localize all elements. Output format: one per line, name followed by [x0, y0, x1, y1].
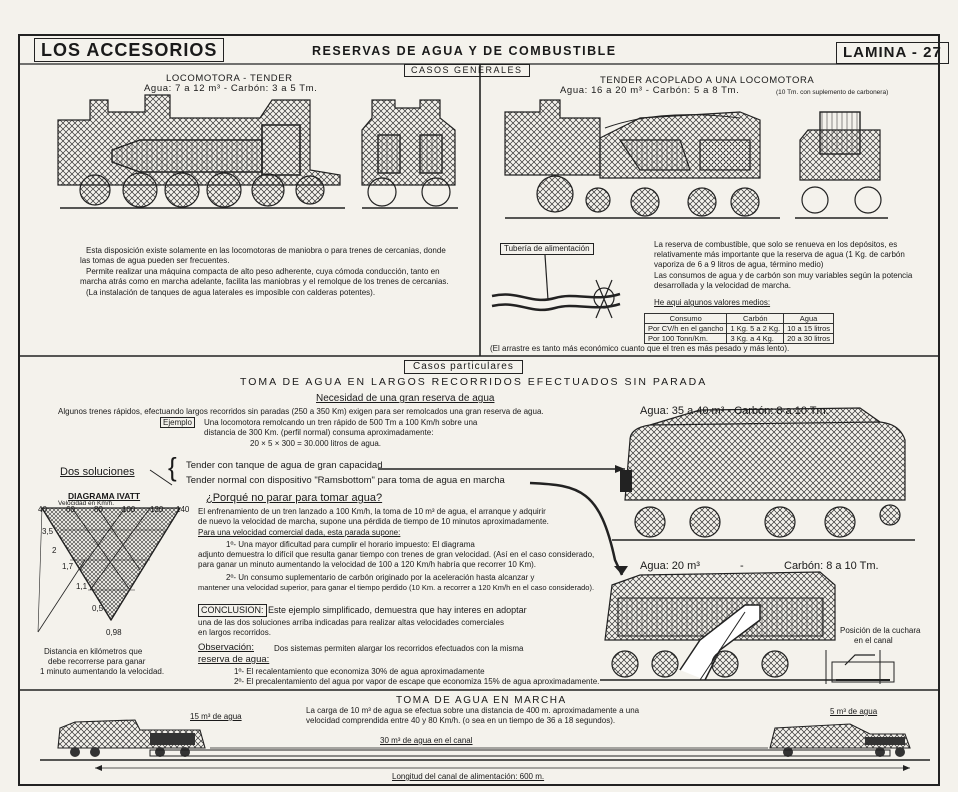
ivatt-top-tick: 80	[94, 505, 103, 514]
hose-label: Tubería de alimentación	[500, 243, 594, 255]
ivatt-top-tick: 140	[176, 505, 190, 514]
table-header: Consumo	[645, 314, 727, 324]
toma-marcha-drawing	[40, 720, 930, 771]
ivatt-left-tick: 0,5	[92, 604, 104, 613]
porque-line-7: 2º- Un consumo suplementario de carbón originado por la aceleración hasta alcanzar y	[226, 573, 535, 582]
capacity-ramsbottom-agua: Agua: 20 m³	[640, 560, 700, 572]
ivatt-caption-2: debe recorrerse para ganar	[48, 657, 146, 666]
observacion-line-1: Dos sistemas permiten alargar los recorridos efectuados con la misma	[274, 644, 524, 653]
ivatt-left-tick: 1,1	[76, 582, 88, 591]
need-line-2: Una locomotora remolcando un tren rápido de 500 Tm a 100 Km/h sobre una	[204, 418, 478, 427]
porque-line-5: adjunto demuestra lo difícil que resulta ganar tiempo con trenes de gran velocidad. (Así en el caso considerado,	[198, 550, 595, 559]
capacity-ramsbottom-carbon: Carbón: 8 a 10 Tm.	[784, 560, 879, 572]
table-header-row	[645, 314, 834, 324]
loco-tender-text-1: Esta disposición existe solamente en las locomotoras de maniobra o para trenes de cercanias, donde	[86, 246, 446, 255]
cuchara-label-2: en el canal	[854, 636, 893, 645]
casos-particulares-label: Casos particulares	[404, 360, 523, 374]
porque-title: ¿Porqué no parar para tomar agua?	[206, 492, 383, 504]
ivatt-top-tick: 60	[66, 505, 75, 514]
need-line-3: distancia de 300 Km. (perfil normal) consuma aproximadamente:	[204, 428, 434, 437]
tender-acoplado-capacity: Agua: 16 a 20 m³ - Carbón: 5 a 8 Tm.	[560, 85, 740, 96]
porque-line-1: El enfrenamiento de un tren lanzado a 100 Km/h, la toma de 10 m³ de agua, el arranque y adquirir	[198, 507, 546, 516]
porque-line-2: de nuevo la velocidad de marcha, supone una pérdida de tiempo de 10 minutos aproximadamente.	[198, 517, 549, 526]
loco-tender-text-3: Permite realizar una máquina compacta de alto peso adherente, cuya cómoda conducción, tanto en	[86, 267, 440, 276]
table-row	[645, 324, 834, 334]
cuchara-label-1: Posición de la cuchara	[840, 626, 921, 635]
tender-acoplado-text-5: desarrollada y la velocidad de marcha.	[654, 281, 791, 290]
page-left-title: LOS ACCESORIOS	[34, 38, 224, 62]
ivatt-diagram	[38, 508, 180, 632]
ivatt-left-tick: 3,5	[42, 527, 54, 536]
ivatt-bottom-tick: 0,98	[106, 628, 122, 637]
solucion-1: Tender con tanque de agua de gran capacidad	[186, 460, 383, 471]
need-title: Necesidad de una gran reserva de agua	[316, 393, 495, 404]
values-title: He aqui algunos valores medios:	[654, 298, 771, 307]
loco-tender-capacity: Agua: 7 a 12 m³ - Carbón: 3 a 5 Tm.	[144, 83, 318, 94]
tender-acoplado-text-1: La reserva de combustible, que solo se renueva en los depósitos, es	[654, 240, 898, 249]
consumption-table	[644, 313, 834, 344]
need-line-1: Algunos trenes rápidos, efectuando largos recorridos sin paradas (250 a 350 Km) exigen para ser remolcados una gran reserva de agua.	[58, 407, 544, 416]
table-cell: 20 a 30 litros	[784, 334, 834, 344]
ivatt-caption-1: Distancia en kilómetros que	[44, 647, 143, 656]
casos-particulares-title: TOMA DE AGUA EN LARGOS RECORRIDOS EFECTUADOS SIN PARADA	[240, 376, 708, 388]
tender-acoplado-title: TENDER ACOPLADO A UNA LOCOMOTORA	[600, 75, 815, 86]
table-cell: Por 100 Tonn/Km.	[645, 334, 727, 344]
capacity-ramsbottom-sep: -	[740, 560, 744, 572]
ivatt-left-tick: 1,7	[62, 562, 74, 571]
loco-tender-drawing	[58, 95, 458, 208]
table-cell: Por CV/h en el gancho	[645, 324, 727, 334]
toma-marcha-right-label: 5 m³ de agua	[830, 707, 878, 716]
loco-tender-text-5: (La instalación de tanques de agua laterales es imposible con calderas potentes).	[86, 288, 376, 297]
table-header: Agua	[784, 314, 834, 324]
tender-acoplado-text-2: relativamente más importante que la reserva de agua (1 Kg. de carbón	[654, 250, 905, 259]
toma-marcha-line-1: La carga de 10 m³ de agua se efectua sobre una distancia de 400 m. aproximadamente a una	[306, 706, 640, 715]
ivatt-top-tick: 40	[38, 505, 47, 514]
loco-tender-text-2: las tomas de agua pueden ser frecuentes.	[80, 256, 230, 265]
toma-marcha-left-label: 15 m³ de agua	[190, 712, 242, 721]
capacity-large-tender: Agua: 35 a 40 m³ - Carbón: 8 a 10 Tm.	[640, 405, 829, 417]
observacion-line-3: 1º- El recalentamiento que economiza 30% de agua aproximadamente	[234, 667, 485, 676]
observacion-line-4: 2º- El precalentamiento del agua por vapor de escape que economiza 15% de agua aproximadamente.	[234, 677, 600, 686]
loco-tender-text-4: marcha atrás como en marcha adelante, facilita las maniobras y el remolque de los trenes de cercanias.	[80, 277, 449, 286]
tender-acoplado-text-4: Las consumos de agua y de carbón son muy variables según la potencia	[654, 271, 913, 280]
table-header: Carbón	[727, 314, 784, 324]
table-row	[645, 334, 834, 344]
observacion-line-2: reserva de agua:	[198, 654, 270, 665]
dos-soluciones-label: Dos soluciones	[60, 466, 135, 478]
tender-gran-capacidad-drawing	[612, 408, 915, 540]
toma-marcha-title: TOMA DE AGUA EN MARCHA	[396, 695, 567, 706]
tender-acoplado-footnote: (El arrastre es tanto más económico cuanto que el tren es más pesado y más lento).	[490, 344, 790, 353]
ivatt-caption-3: 1 minuto aumentando la velocidad.	[40, 667, 165, 676]
conclusion-label: CONCLUSION:	[198, 604, 267, 617]
porque-line-3: Para una velocidad comercial dada, esta parada supone:	[198, 528, 401, 537]
tender-acoplado-text-3: vaporiza de 6 a 9 litros de agua, término medio)	[654, 260, 824, 269]
ivatt-title: DIAGRAMA IVATT	[68, 491, 141, 501]
tender-acoplado-capacity-note: (10 Tm. con suplemento de carbonera)	[776, 89, 889, 96]
page-center-title: RESERVAS DE AGUA Y DE COMBUSTIBLE	[312, 44, 617, 58]
table-cell: 1 Kg. 5 a 2 Kg.	[727, 324, 784, 334]
longitud-canal-label: Longitud del canal de alimentación: 600 m.	[392, 772, 545, 781]
ivatt-top-tick: 120	[150, 505, 164, 514]
ivatt-subtitle: Velocidad en Km/h.	[58, 500, 115, 507]
table-cell: 3 Kg. a 4 Kg.	[727, 334, 784, 344]
ejemplo-label: Ejemplo	[160, 417, 195, 428]
conclusion-line-2: una de las dos soluciones arriba indicadas para realizar altas velocidades comerciales	[198, 618, 504, 627]
casos-generales-label: CASOS GENERALES	[404, 64, 530, 77]
porque-line-8: mantener una velocidad superior, para ganar el tiempo perdido (10 Km. a recorrer a 120 Km/h en el caso considerado).	[198, 583, 595, 592]
porque-line-6: para ganar un minuto aumentando la velocidad de 100 a 120 Km/h habría que recorrer 10 Km).	[198, 560, 536, 569]
conclusion-line-1: Este ejemplo simplificado, demuestra que hay interes en adoptar	[268, 605, 527, 615]
brace: {	[168, 452, 177, 482]
ivatt-top-tick: 100	[122, 505, 136, 514]
observacion-label: Observación:	[198, 642, 254, 653]
lamina-number: LAMINA - 27	[836, 42, 949, 64]
need-line-4: 20 × 5 × 300 = 30.000 litros de agua.	[250, 439, 381, 448]
canal-label: 30 m³ de agua en el canal	[380, 736, 473, 745]
ivatt-left-tick: 2	[52, 546, 57, 555]
solucion-2: Tender normal con dispositivo "Ramsbottom" para toma de agua en marcha	[186, 475, 505, 486]
conclusion-line-3: en largos recorridos.	[198, 628, 271, 637]
loco-tender-title: LOCOMOTORA - TENDER	[166, 73, 293, 84]
table-cell: 10 a 15 litros	[784, 324, 834, 334]
porque-line-4: 1º- Una mayor dificultad para cumplir el horario impuesto: El diagrama	[226, 540, 475, 549]
toma-marcha-line-2: velocidad comprendida entre 40 y 80 Km/h. (o sea en un tiempo de 36 a 18 segundos).	[306, 716, 616, 725]
